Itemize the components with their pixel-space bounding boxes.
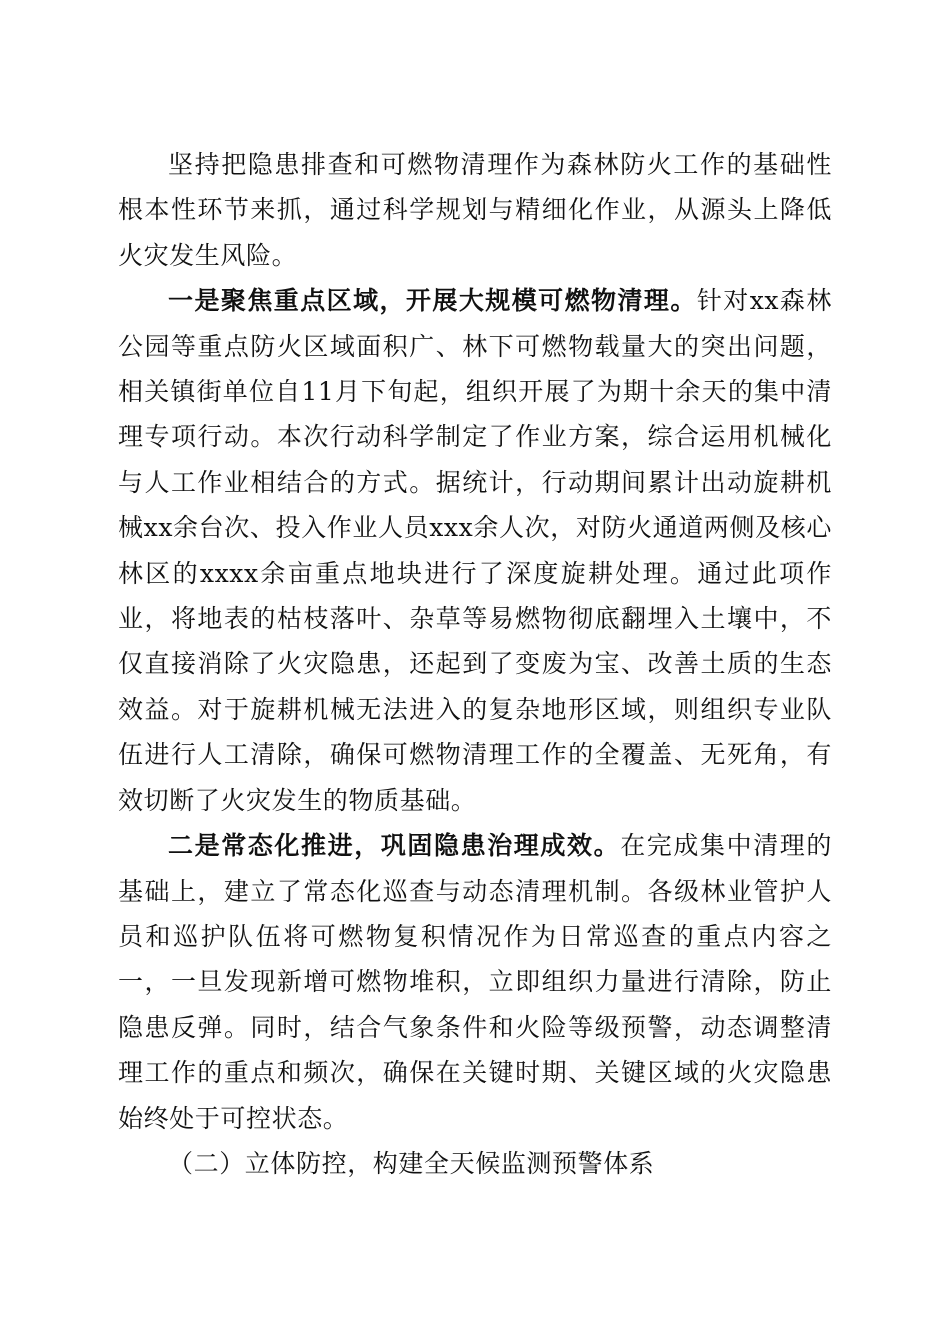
paragraph-point-one-text: 针对xx森林公园等重点防火区域面积广、林下可燃物载量大的突出问题，相关镇街单位自11月下旬起，组织开展了为期十余天的集中清理专项行动。本次行动科学制定了作业方案，综合运用机械化与人工作业相结合的方式。据统计，行动期间累计出动旋耕机械xx余台次、投入作业人员xxx余人次，对防火通道两侧及核心林区的xxxx余亩重点地块进行了深度旋耕处理。通过此项作业，将地表的枯枝落叶、杂草等易燃物彻底翻埋入土壤中，不仅直接消除了火灾隐患，还起到了变废为宝、改善土质的生态效益。对于旋耕机械无法进入的复杂地形区域，则组织专业队伍进行人工清除，确保可燃物清理工作的全覆盖、无死角，有效切断了火灾发生的物质基础。 — [118, 286, 832, 815]
section-heading: （二）立体防控，构建全天候监测预警体系 — [168, 1148, 655, 1178]
paragraph-point-two — [118, 823, 832, 1141]
paragraph-point-two-text: 在完成集中清理的基础上，建立了常态化巡查与动态清理机制。各级林业管护人员和巡护队伍将可燃物复积情况作为日常巡查的重点内容之一，一旦发现新增可燃物堆积，立即组织力量进行清除，防止隐患反弹。同时，结合气象条件和火险等级预警，动态调整清理工作的重点和频次，确保在关键时期、关键区域的火灾隐患始终处于可控状态。 — [118, 831, 832, 1133]
paragraph-point-one-lead: 一是聚焦重点区域，开展大规模可燃物清理。 — [168, 286, 697, 316]
document-body — [118, 142, 832, 1186]
paragraph-intro — [118, 142, 832, 278]
paragraph-point-one — [118, 278, 832, 823]
paragraph-point-two-lead: 二是常态化推进，巩固隐患治理成效。 — [168, 831, 621, 861]
paragraph-intro-text: 坚持把隐患排查和可燃物清理作为森林防火工作的基础性根本性环节来抓，通过科学规划与精细化作业，从源头上降低火灾发生风险。 — [118, 150, 832, 270]
